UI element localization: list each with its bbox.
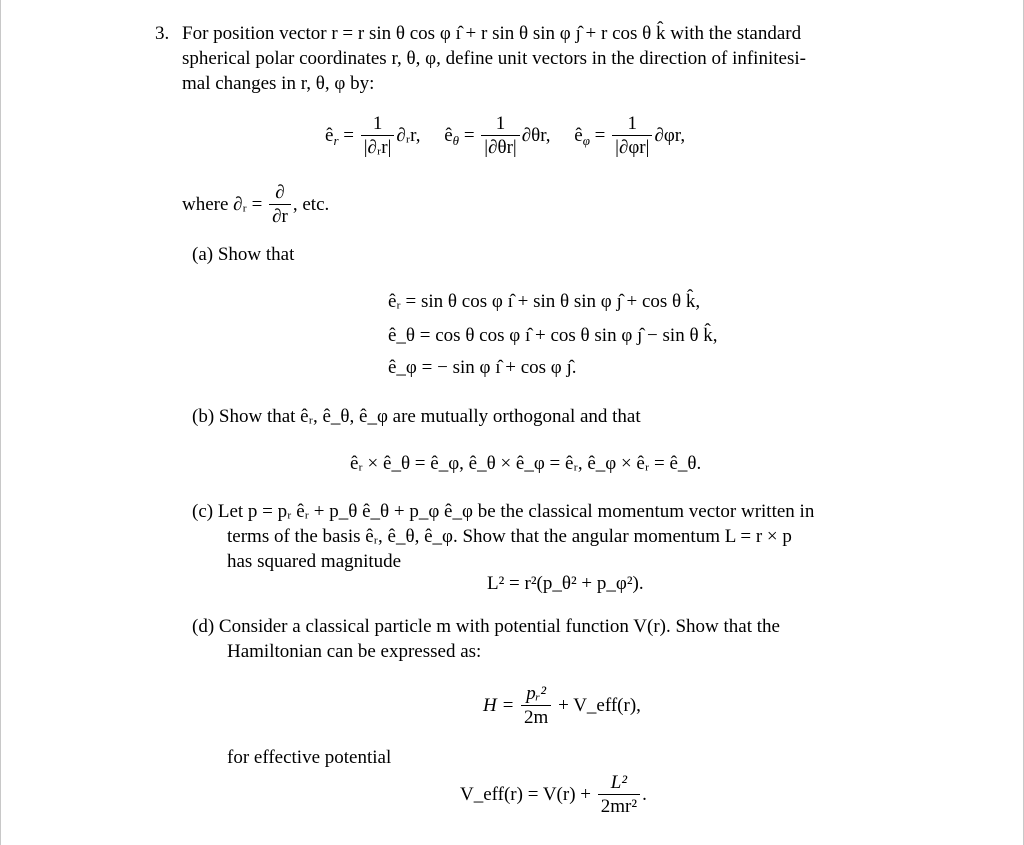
veff-tail: . xyxy=(642,783,647,805)
eth-lhs: ê xyxy=(444,124,453,146)
eph-den: |∂φr| xyxy=(615,137,650,158)
hamiltonian-den: 2m xyxy=(524,707,549,728)
eph-num: 1 xyxy=(612,113,652,136)
er-tail: ∂ᵣr, xyxy=(396,124,421,146)
effective-potential-eq xyxy=(460,772,647,819)
part-c-line-3: has squared magnitude xyxy=(227,551,402,572)
where-num: ∂ xyxy=(269,182,291,205)
veff-num: L² xyxy=(598,772,640,795)
hamiltonian-tail: + V_eff(r), xyxy=(558,694,641,716)
page-border-left xyxy=(0,0,1,845)
eph-tail: ∂φr, xyxy=(654,124,686,146)
veff-fraction xyxy=(598,772,640,819)
veff-den: 2mr² xyxy=(600,796,638,817)
hamiltonian-eq xyxy=(483,683,641,730)
part-a-eq-3: ê_φ = − sin φ ı̂ + cos φ ȷ̂. xyxy=(388,357,577,378)
part-a-label: (a) Show that xyxy=(192,244,295,265)
part-c-line-1: (c) Let p = pᵣ êᵣ + p_θ ê_θ + p_φ ê_φ be the classical momentum vector written in xyxy=(192,501,815,522)
part-b-eq: êᵣ × ê_θ = ê_φ, ê_θ × ê_φ = êᵣ, ê_φ × êᵣ = ê_θ. xyxy=(350,453,702,474)
eth-fraction xyxy=(481,113,519,160)
where-fraction xyxy=(269,182,291,229)
where-line xyxy=(182,182,329,229)
part-d-line-2: Hamiltonian can be expressed as: xyxy=(227,641,482,662)
eph-lhs: ê xyxy=(574,124,583,146)
where-etc: , etc. xyxy=(292,193,330,215)
part-d-line-3: for effective potential xyxy=(227,747,392,768)
eph-sub: φ xyxy=(582,132,590,148)
intro-line-3: mal changes in r, θ, φ by: xyxy=(182,73,375,94)
hamiltonian-fraction xyxy=(521,683,551,730)
where-text: where ∂ᵣ = xyxy=(182,193,263,215)
hamiltonian-lhs: H = xyxy=(483,694,515,716)
part-a-eq-1: êᵣ = sin θ cos φ ı̂ + sin θ sin φ ȷ̂ + cos θ k̂, xyxy=(388,291,701,312)
unit-vector-definitions: $ê_r$ = $\frac{1}{\text{|∂ᵣr|}}$ ∂ᵣr, $ê_\theta$ = $\frac{1}{|\partial\theta r|}$ ∂θr, $ê_\varphi$ = $\frac{1}{|\partial\varphi r|}$ ∂φr, xyxy=(325,113,686,158)
where-den: ∂r xyxy=(272,206,288,227)
eth-tail: ∂θr, xyxy=(521,124,551,146)
veff-lhs: V_eff(r) = V(r) + xyxy=(460,783,591,805)
part-a-eq-2: ê_θ = cos θ cos φ ı̂ + cos θ sin φ ȷ̂ − sin θ k̂, xyxy=(388,325,718,346)
intro-line-2: spherical polar coordinates r, θ, φ, define unit vectors in the direction of infinitesi- xyxy=(182,48,806,69)
er-num: 1 xyxy=(361,113,395,136)
part-b-label: (b) Show that êᵣ, ê_θ, ê_φ are mutually orthogonal and that xyxy=(192,406,641,427)
eth-den: |∂θr| xyxy=(484,137,517,158)
intro-line-1: For position vector r = r sin θ cos φ ı̂ + r sin θ sin φ ȷ̂ + r cos θ k̂ with the standard xyxy=(182,23,802,44)
eth-sub: θ xyxy=(452,132,460,148)
er-sub: r xyxy=(333,132,339,148)
part-c-line-2: terms of the basis êᵣ, ê_θ, ê_φ. Show that the angular momentum L = r × p xyxy=(227,526,792,547)
er-lhs: ê xyxy=(325,124,334,146)
hamiltonian-num: pᵣ² xyxy=(521,683,551,706)
problem-number: 3. xyxy=(155,23,170,44)
part-d-line-1: (d) Consider a classical particle m with potential function V(r). Show that the xyxy=(192,616,780,637)
er-den: |∂ᵣr| xyxy=(363,137,392,158)
eth-num: 1 xyxy=(481,113,519,136)
er-fraction xyxy=(361,113,395,160)
eph-fraction xyxy=(612,113,652,160)
part-c-eq: L² = r²(p_θ² + p_φ²). xyxy=(487,573,644,594)
